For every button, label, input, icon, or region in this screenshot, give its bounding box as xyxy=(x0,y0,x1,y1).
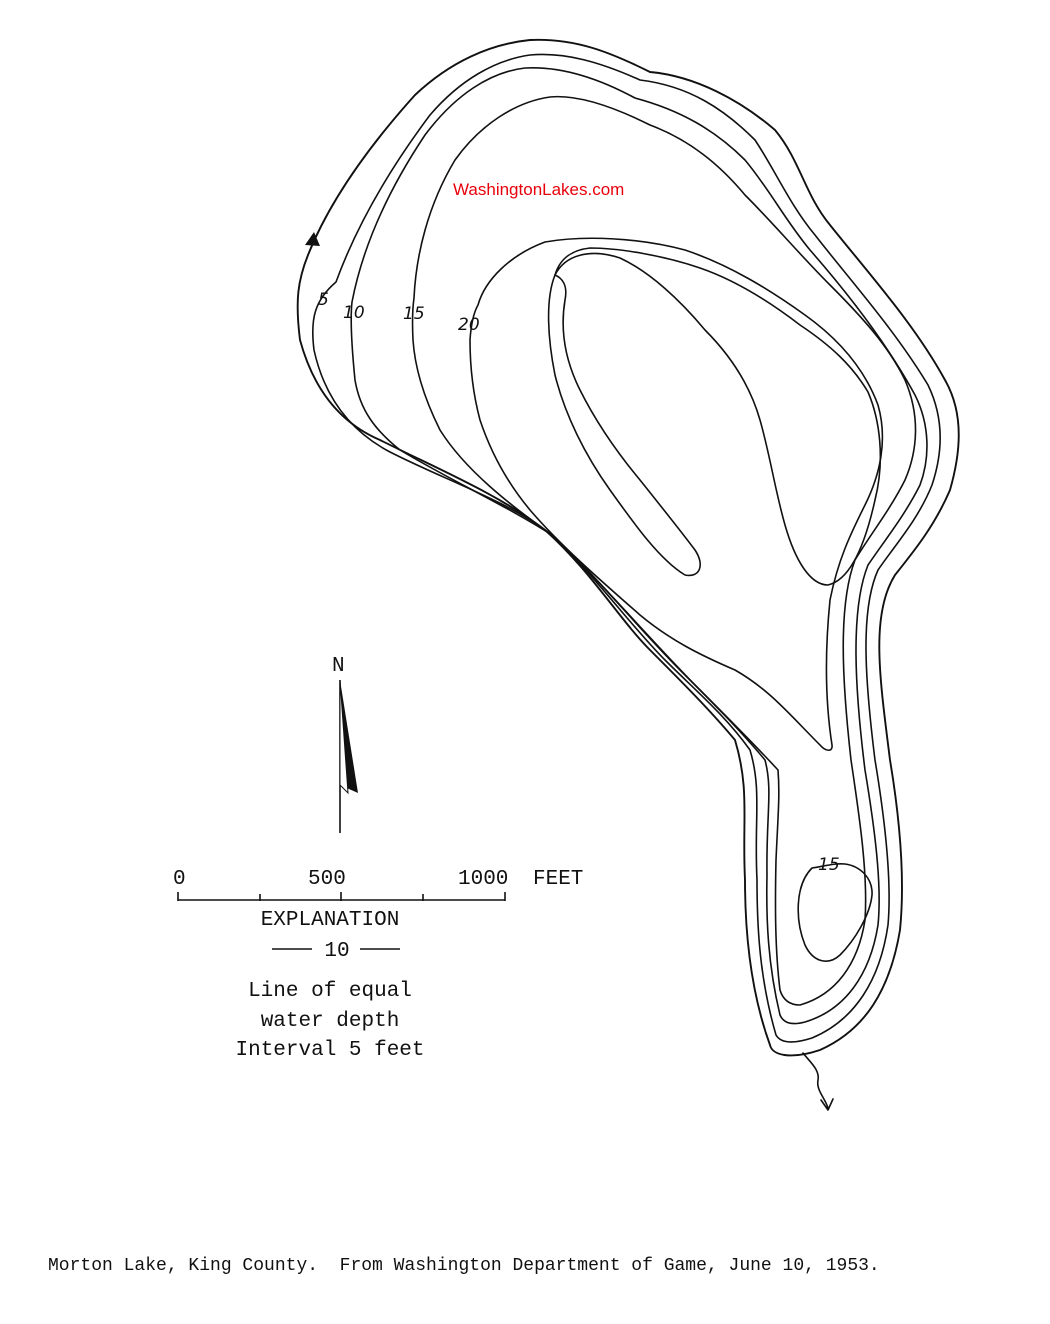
scale-unit: FEET xyxy=(533,868,584,891)
contour-20-ft xyxy=(470,238,882,750)
shoreline-contour xyxy=(298,40,959,1056)
north-label: N xyxy=(332,655,345,678)
scale-bar xyxy=(173,868,583,901)
scale-tick-0: 0 xyxy=(173,868,186,891)
contour-15-ft-south-basin xyxy=(798,864,872,961)
watermark-text: WashingtonLakes.com xyxy=(453,180,625,199)
contour-label-5: 5 xyxy=(318,290,329,310)
contour-label-15-south: 15 xyxy=(818,855,840,875)
explanation-title: EXPLANATION xyxy=(260,909,400,932)
contour-deep-south-lobe xyxy=(549,275,701,575)
legend-text-line1: Line of equal xyxy=(248,980,412,1003)
contour-label-10: 10 xyxy=(343,303,365,323)
contour-10-ft xyxy=(351,68,927,1024)
contour-label-20: 20 xyxy=(458,315,480,335)
map-caption: Morton Lake, King County. From Washington Department of Game, June 10, 1953. xyxy=(48,1256,880,1276)
scale-tick-500: 500 xyxy=(308,868,346,891)
north-arrow xyxy=(332,655,358,833)
legend-text-line3: Interval 5 feet xyxy=(235,1039,425,1062)
contour-deep-inner xyxy=(555,248,880,585)
explanation-legend xyxy=(235,909,424,1062)
contour-label-15: 15 xyxy=(403,304,425,324)
legend-sample-value: 10 xyxy=(324,940,350,963)
contour-5-ft xyxy=(313,54,940,1042)
scale-tick-1000: 1000 xyxy=(458,868,509,891)
legend-text-line2: water depth xyxy=(260,1010,400,1033)
outlet-stream xyxy=(803,1053,828,1108)
